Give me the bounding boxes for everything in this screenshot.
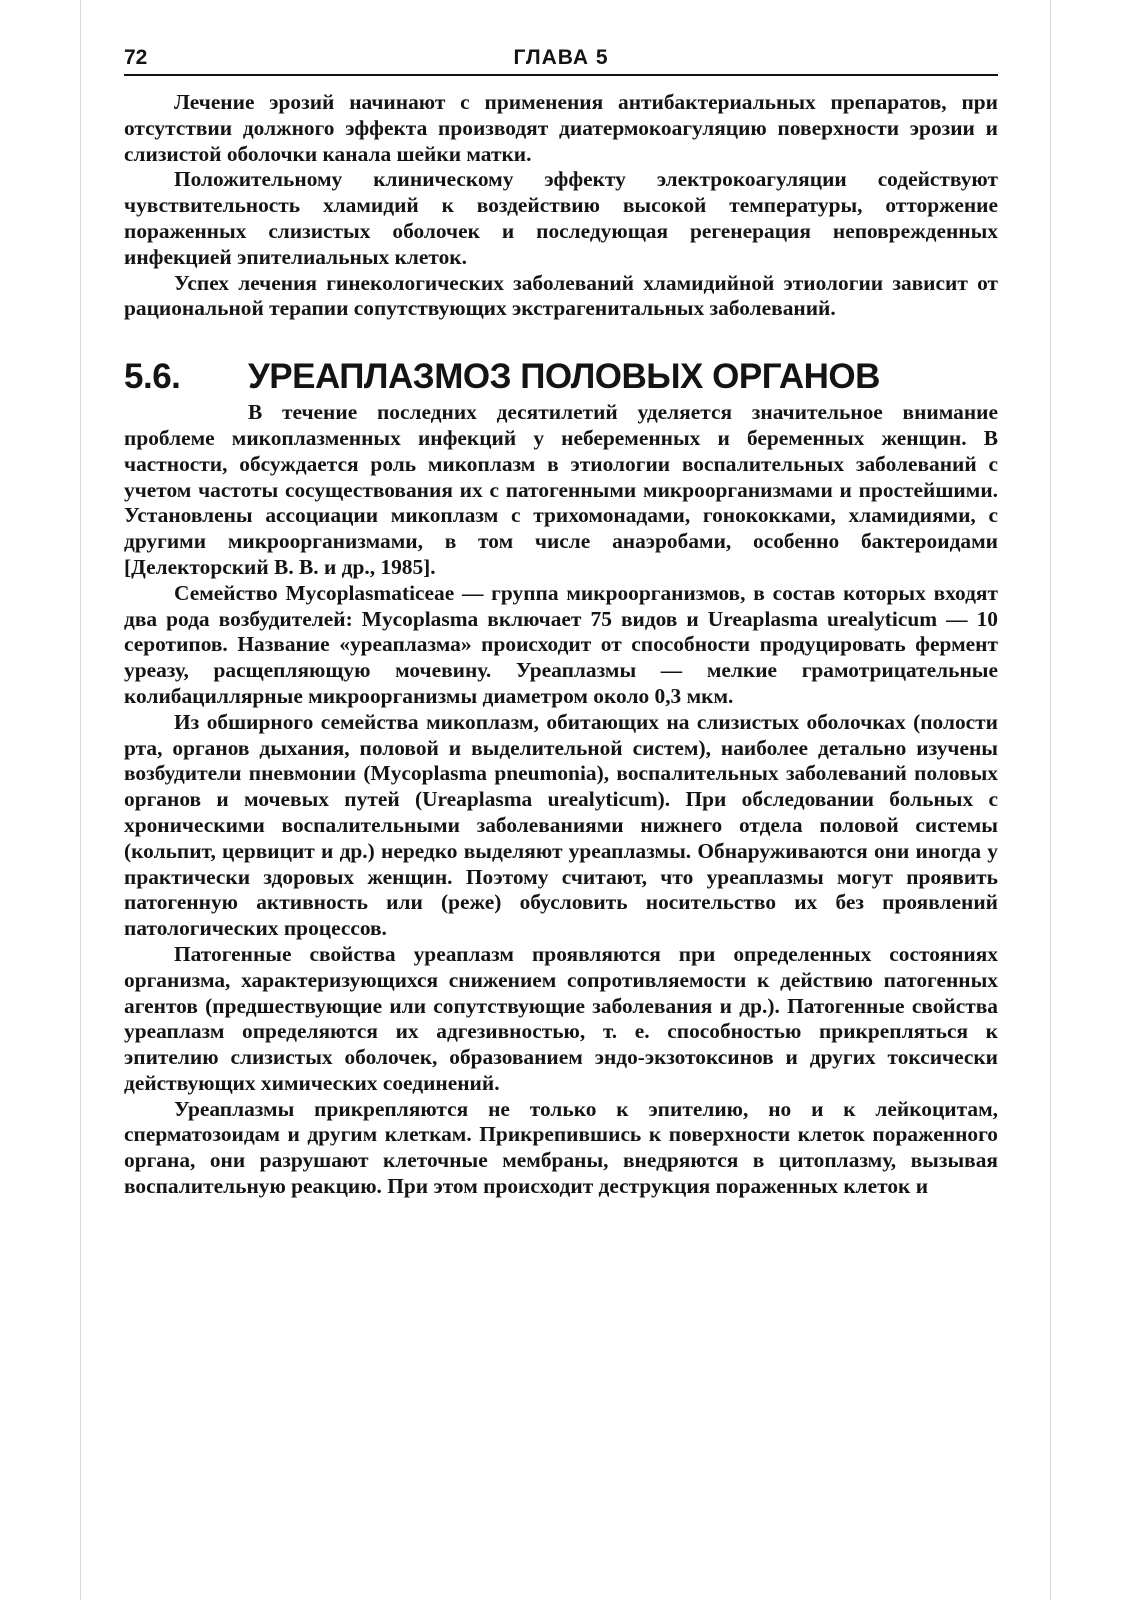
paragraph: Уреаплазмы прикрепляются не только к эпителию, но и к лейкоцитам, сперматозоидам и другим клеткам. Прикрепившись к поверхности клеток пораженного органа, они разрушают клеточные мембраны, внедряются в цитоплазму, вызывая воспалительную реакцию. При этом происходит деструкция пораженных клеток и xyxy=(124,1096,998,1199)
paragraph: В течение последних десятилетий уделяется значительное внимание проблеме микоплазменных инфекций у небеременных и беременных женщин. В частности, обсуждается роль микоплазм в этиологии воспалительных заболеваний с учетом частоты сосуществования их с патогенными микроорганизмами и простейшими. Установлены ассоциации микоплазм с трихомонадами, гонококками, хламидиями, с другими микроорганизмами, в том числе анаэробами, особенно бактероидами [Делекторский В. В. и др., 1985]. xyxy=(124,400,998,579)
paragraph: Успех лечения гинекологических заболеваний хламидийной этиологии зависит от рациональной терапии сопутствующих экстрагенитальных заболеваний. xyxy=(124,270,998,321)
paragraph: Семейство Mycoplasmaticeae — группа микроорганизмов, в состав которых входят два рода возбудителей: Mycoplasma включает 75 видов и Ureaplasma urealyticum — 10 серотипов. Название «уреаплазма» происходит от способности продуцировать фермент уреазу, расщепляющую мочевину. Уреаплазмы — мелкие грамотрицательные колибациллярные микроорганизмы диаметром около 0,3 мкм. xyxy=(124,580,998,708)
book-page xyxy=(124,44,998,1200)
paragraph: Патогенные свойства уреаплазм проявляются при определенных состояниях организма, характеризующихся снижением сопротивляемости к действию патогенных агентов (предшествующие или сопутствующие заболевания и др.). Патогенные свойства уреаплазм определяются их адгезивностью, т. е. способностью прикрепляться к эпителию слизистых оболочек, образованием эндо-экзотоксинов и других токсически действующих химических соединений. xyxy=(124,941,998,1095)
section-heading xyxy=(124,354,998,400)
paragraph: Лечение эрозий начинают с применения антибактериальных препаратов, при отсутствии должного эффекта производят диатермокоагуляцию поверхности эрозии и слизистой оболочки канала шейки матки. xyxy=(124,90,998,166)
page-number: 72 xyxy=(124,46,148,69)
intro-text xyxy=(124,90,998,322)
section-number: 5.6. xyxy=(124,357,181,397)
running-head: ГЛАВА 5 xyxy=(513,46,609,69)
paragraph: Положительному клиническому эффекту электрокоагуляции содействуют чувствительность хламидий к воздействию высокой температуры, отторжение пораженных слизистых оболочек и последующая регенерация неповрежденных инфекцией эпителиальных клеток. xyxy=(124,167,998,269)
page-header xyxy=(124,44,998,76)
section-title: УРЕАПЛАЗМОЗ ПОЛОВЫХ ОРГАНОВ xyxy=(248,357,880,397)
section-body xyxy=(124,400,998,1200)
paragraph: Из обширного семейства микоплазм, обитающих на слизистых оболочках (полости рта, органов дыхания, половой и выделительной систем), наиболее детально изучены возбудители пневмонии (Mycoplasma pneumonia), воспалительных заболеваний половых органов и мочевых путей (Ureaplasma urealyticum). При обследовании больных с хроническими воспалительными заболеваниями нижнего отдела половой системы (кольпит, цервицит и др.) нередко выделяют уреаплазмы. Обнаруживаются они иногда у практически здоровых женщин. Поэтому считают, что уреаплазмы могут проявить патогенную активность или (реже) обусловить носительство их без проявлений патологических процессов. xyxy=(124,709,998,941)
page-edge-right xyxy=(1050,0,1051,1600)
page-edge-left xyxy=(80,0,81,1600)
